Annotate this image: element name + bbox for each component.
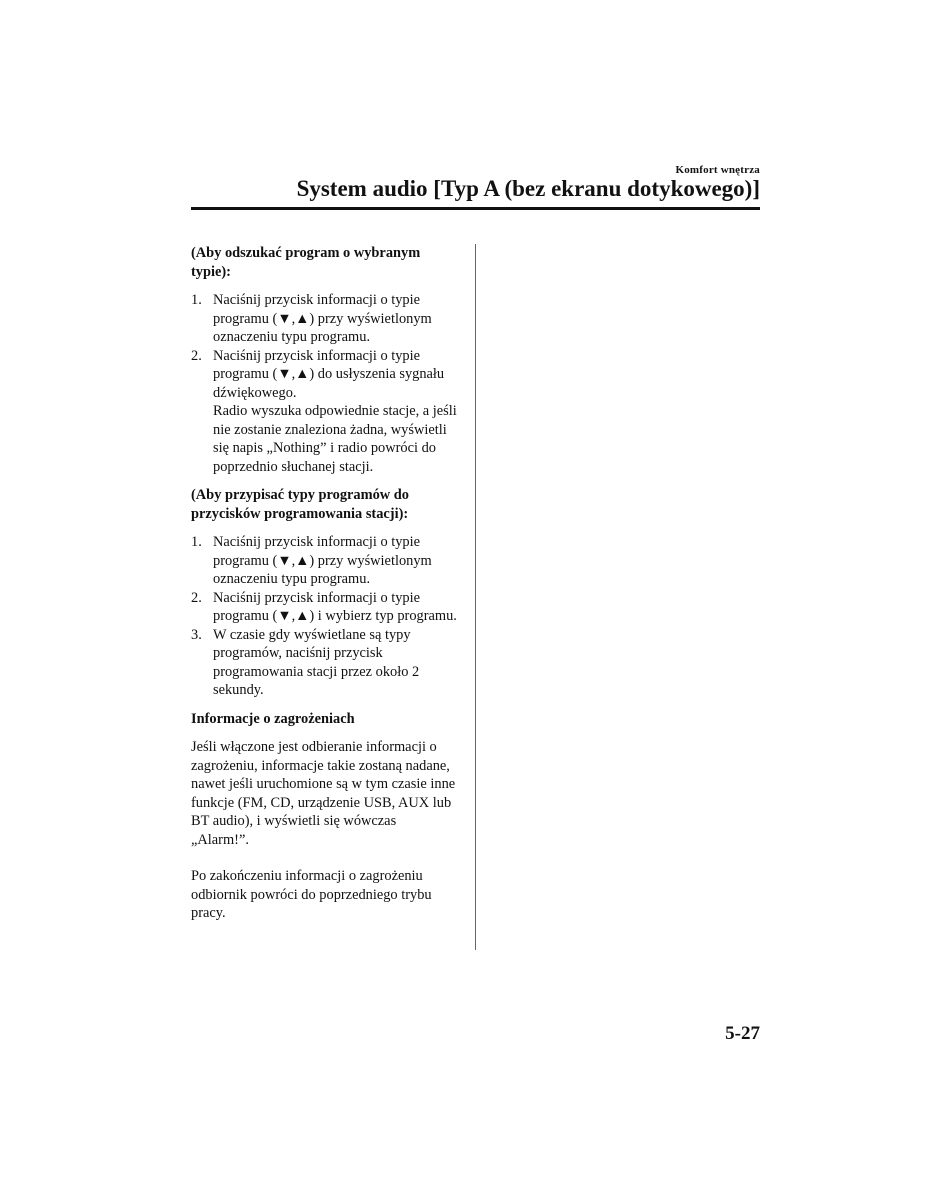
steps-assign-program-types	[191, 533, 457, 700]
list-item	[191, 533, 457, 589]
step-number: 2.	[191, 589, 202, 606]
step-number: 1.	[191, 534, 202, 550]
paragraph-threat-end: Po zakończeniu informacji o zagrożeniu odbiornik powróci do poprzedniego trybu pracy.	[191, 868, 432, 921]
title-rule	[191, 207, 760, 210]
step-number: 1.	[191, 292, 202, 308]
step-text: Naciśnij przycisk informacji o typie programu (▼,▲) przy wyświetlonym oznaczeniu typu programu.	[213, 292, 432, 345]
section-heading-threat-information: Informacje o zagrożeniach	[191, 710, 355, 727]
step-text: W czasie gdy wyświetlane są typy programów, naciśnij przycisk programowania stacji przez około 2 sekundy.	[213, 626, 420, 698]
section-heading-search-program-type: (Aby odszukać program o wybranym typie):	[191, 245, 421, 280]
section-heading-assign-program-types: (Aby przypisać typy programów do przycisków programowania stacji):	[191, 487, 409, 522]
section-label: Komfort wnętrza	[675, 164, 760, 176]
steps-search-program-type	[191, 291, 457, 476]
page-title: System audio [Typ A (bez ekranu dotykowego)]	[296, 176, 760, 201]
step-text: Naciśnij przycisk informacji o typie programu (▼,▲) przy wyświetlonym oznaczeniu typu programu.	[213, 534, 432, 587]
paragraph-threat-info: Jeśli włączone jest odbieranie informacji o zagrożeniu, informacje takie zostaną nadane, nawet jeśli uruchomione są w tym czasie inne funkcje (FM, CD, urządzenie USB, AUX lub BT audio), i wyświetli się wówczas „Alarm!”.	[191, 739, 456, 848]
step-text: Naciśnij przycisk informacji o typie programu (▼,▲) do usłyszenia sygnału dźwiękowego. Radio wyszuka odpowiednie stacje, a jeśli nie zostanie znaleziona żadna, wyświetli się napis „Nothing” i radio powróci do poprzednio słuchanej stacji.	[213, 347, 457, 475]
list-item	[191, 291, 457, 347]
list-item	[191, 589, 457, 626]
step-number: 2.	[191, 347, 202, 364]
column-divider	[475, 244, 476, 950]
page-number: 5-27	[725, 1023, 760, 1044]
step-text: Naciśnij przycisk informacji o typie programu (▼,▲) i wybierz typ programu.	[213, 589, 457, 624]
list-item	[191, 626, 457, 700]
left-column	[191, 244, 457, 923]
step-number: 3.	[191, 626, 202, 643]
list-item	[191, 347, 457, 477]
